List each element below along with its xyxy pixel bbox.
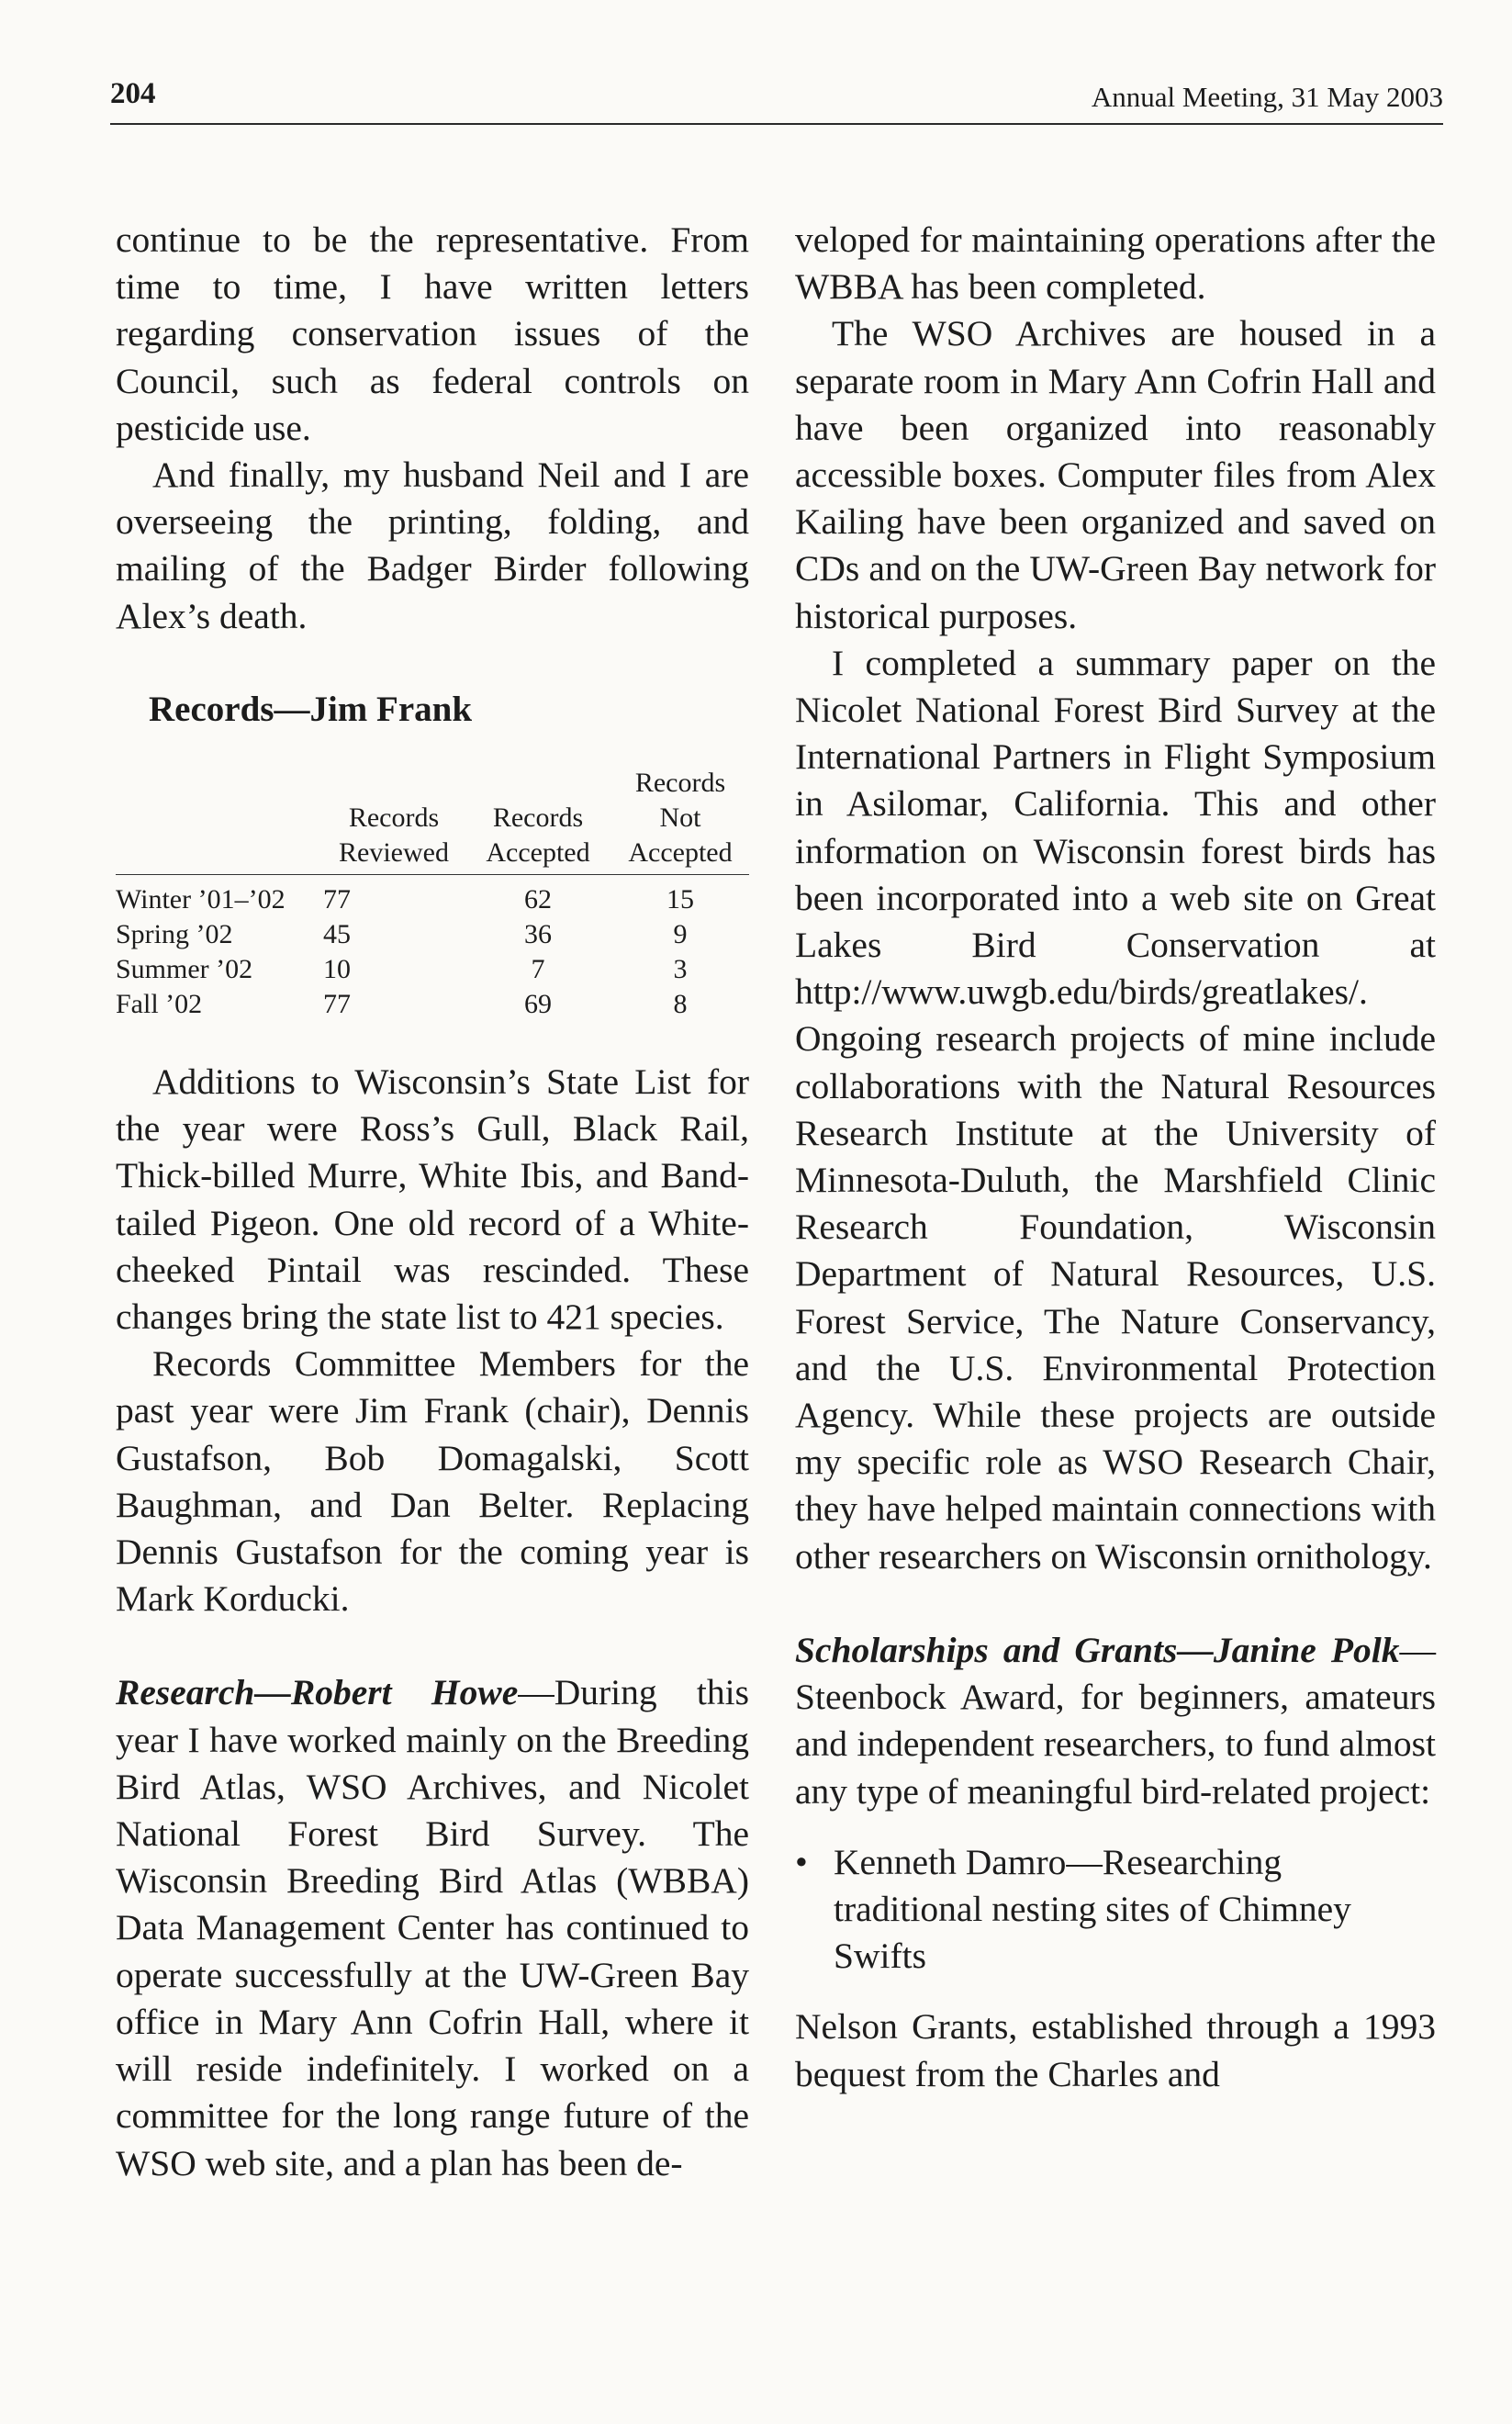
cell-accepted: 69 [524, 989, 552, 1020]
cell-reviewed: 10 [323, 954, 351, 985]
table-row [116, 952, 749, 987]
column-header-not-accepted: Records Not Accepted [611, 766, 749, 875]
cell-accepted: 62 [524, 884, 552, 915]
research-paragraph [116, 1669, 749, 2186]
paragraph: And finally, my husband Neil and I are overseeing the printing, folding, and mailing of the Badger Birder following Alex’s death. [116, 454, 749, 636]
cell-season: Spring ’02 [116, 919, 233, 950]
cell-not-accepted: 8 [673, 989, 688, 1020]
column-header-accepted: Records Accepted [465, 766, 611, 875]
list-item: • Kenneth Damro—Researching traditional nesting sites of Chimney Swifts [795, 1839, 1436, 1981]
scholarships-heading: Scholarships and Grants—Janine Polk [795, 1629, 1400, 1670]
page-header [110, 72, 1443, 125]
paragraph: The WSO Archives are housed in a separate room in Mary Ann Cofrin Hall and have been organized into reasonably accessible boxes. Computer files from Alex Kailing have been organized and saved on CDs and on the UW-Green Bay network for historical purposes. [795, 313, 1436, 636]
scholarships-text: —Steenbock Award, for beginners, amateurs and independent researchers, to fund almost any type of meaningful bird-related project: [795, 1629, 1436, 1812]
column-header-season [116, 766, 323, 875]
award-list [795, 1839, 1436, 1981]
table-header-row [116, 766, 749, 875]
paragraph: Nelson Grants, established through a 1993 bequest from the Charles and [795, 2006, 1436, 2094]
cell-reviewed: 77 [323, 989, 351, 1020]
cell-not-accepted: 9 [673, 919, 688, 950]
cell-accepted: 7 [531, 954, 545, 985]
scholarships-paragraph [795, 1627, 1436, 1815]
research-text: —During this year I have worked mainly on the Breeding Bird Atlas, WSO Archives, and Nicolet National Forest Bird Survey. The Wisconsin Breeding Bird Atlas (WBBA) Data Management Center has continued to operate successfully at the UW-Green Bay office in Mary Ann Cofrin Hall, where it will reside indefinitely. I worked on a committee for the long range future of the WSO web site, and a plan has been de- [116, 1672, 749, 2183]
left-column [116, 217, 749, 2187]
table-row [116, 987, 749, 1022]
cell-not-accepted: 15 [666, 884, 694, 915]
page-number: 204 [110, 77, 156, 110]
cell-accepted: 36 [524, 919, 552, 950]
right-column [795, 217, 1436, 2098]
column-header-reviewed: Records Reviewed [323, 766, 465, 875]
paragraph: veloped for maintaining operations after the WBBA has been completed. [795, 219, 1436, 308]
paragraph: Records Committee Members for the past year were Jim Frank (chair), Dennis Gustafson, Bob Domagalski, Scott Baughman, and Dan Belter. Replacing Dennis Gustafson for the coming year is Mark Korducki. [116, 1343, 749, 1620]
table-row [116, 917, 749, 952]
research-heading: Research—Robert Howe [116, 1672, 519, 1713]
paragraph: I completed a summary paper on the Nicolet National Forest Bird Survey at the International Partners in Flight Symposium in Asilomar, California. This and other information on Wisconsin forest birds has been incorporated into a web site on Great Lakes Bird Conservation at http://www.uwgb.edu/birds/greatlakes/. Ongoing research projects of mine include collaborations with the Natural Resources Research Institute at the University of Minnesota-Duluth, the Marshfield Clinic Research Foundation, Wisconsin Department of Natural Resources, U.S. Forest Service, The Nature Conservancy, and the U.S. Environmental Protection Agency. While these projects are outside my specific role as WSO Research Chair, they have helped maintain connections with other researchers on Wisconsin ornithology. [795, 642, 1436, 1577]
records-section-title: Records—Jim Frank [149, 689, 473, 729]
cell-reviewed: 45 [323, 919, 351, 950]
running-head: Annual Meeting, 31 May 2003 [1091, 81, 1443, 113]
table-row [116, 875, 749, 918]
paragraph: Additions to Wisconsin’s State List for the year were Ross’s Gull, Black Rail, Thick-billed Murre, White Ibis, and Band-tailed Pigeon. One old record of a White-cheeked Pintail was rescinded. These changes bring the state list to 421 species. [116, 1061, 749, 1338]
cell-reviewed: 77 [323, 884, 351, 915]
cell-not-accepted: 3 [673, 954, 688, 985]
cell-season: Winter ’01–’02 [116, 884, 286, 915]
cell-season: Fall ’02 [116, 989, 203, 1020]
paragraph: continue to be the representative. From time to time, I have written letters regarding conservation issues of the Council, such as federal controls on pesticide use. [116, 219, 749, 448]
cell-season: Summer ’02 [116, 954, 253, 985]
records-table [116, 766, 749, 1022]
